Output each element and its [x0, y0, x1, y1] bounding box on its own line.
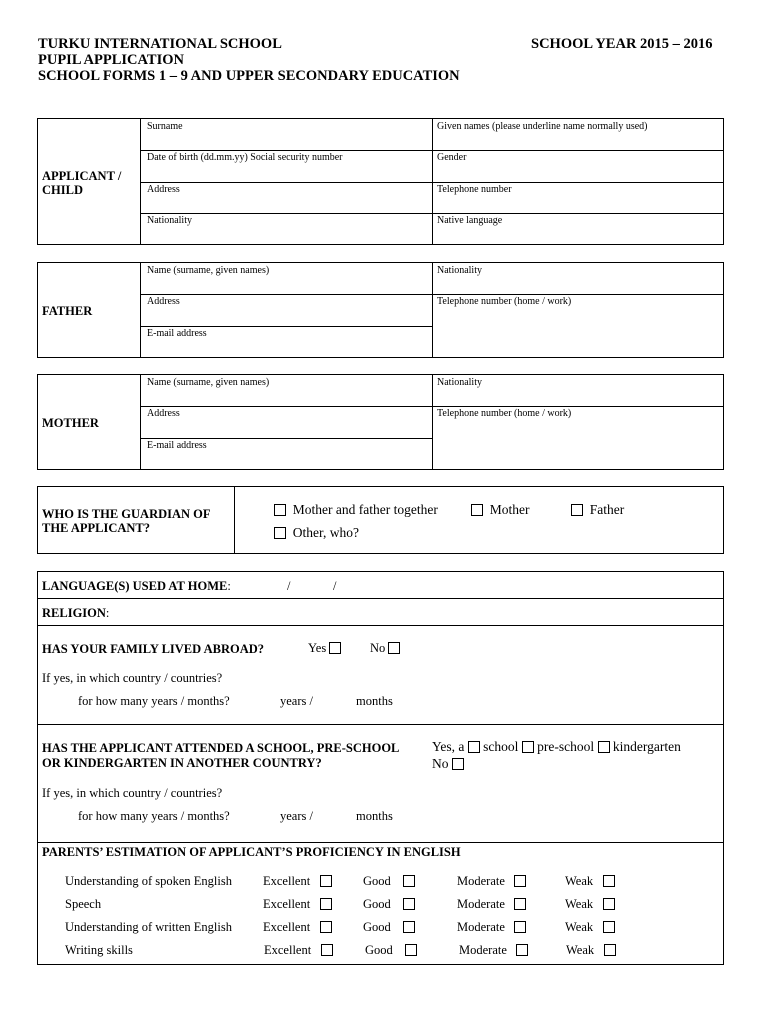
- level-weak-label: Weak: [565, 897, 594, 911]
- checkbox[interactable]: [403, 875, 415, 887]
- guardian-section: [37, 486, 724, 554]
- checkbox[interactable]: [320, 898, 332, 910]
- mother-field-name: Name (surname, given names): [147, 377, 270, 388]
- proficiency-option[interactable]: [566, 943, 616, 957]
- form-title: PUPIL APPLICATION: [38, 52, 184, 68]
- mother-field-nationality: Nationality: [437, 377, 482, 388]
- father-section: [37, 262, 724, 358]
- level-weak-label: Weak: [565, 874, 594, 888]
- checkbox[interactable]: [320, 875, 332, 887]
- level-good-label: Good: [363, 874, 391, 888]
- school-abroad-option-school: school: [483, 739, 519, 754]
- school-abroad-question: HAS THE APPLICANT ATTENDED A SCHOOL, PRE-SCHOOL OR KINDERGARTEN IN ANOTHER COUNTRY?: [42, 741, 400, 770]
- details-section: [37, 571, 724, 965]
- checkbox[interactable]: [603, 921, 615, 933]
- proficiency-option[interactable]: [263, 920, 332, 934]
- religion-row: [42, 606, 109, 620]
- checkbox[interactable]: [598, 741, 610, 753]
- checkbox[interactable]: [320, 921, 332, 933]
- proficiency-option[interactable]: [565, 897, 615, 911]
- languages-row: [42, 579, 231, 593]
- field-label-nationality: Nationality: [147, 215, 192, 226]
- school-abroad-option-preschool: pre-school: [537, 739, 595, 754]
- proficiency-title: PARENTS’ ESTIMATION OF APPLICANT’S PROFICIENCY IN ENGLISH: [42, 845, 461, 859]
- checkbox[interactable]: [604, 944, 616, 956]
- proficiency-option[interactable]: [459, 943, 528, 957]
- father-field-telephone: Telephone number (home / work): [437, 296, 572, 307]
- abroad-no-label: No: [370, 641, 386, 655]
- checkbox[interactable]: [321, 944, 333, 956]
- father-section-label: FATHER: [42, 304, 93, 318]
- proficiency-option[interactable]: [263, 874, 332, 888]
- proficiency-option[interactable]: [565, 874, 615, 888]
- abroad-yes-label: Yes: [308, 641, 327, 655]
- checkbox[interactable]: [403, 921, 415, 933]
- checkbox[interactable]: [329, 642, 341, 654]
- proficiency-option[interactable]: [363, 897, 415, 911]
- proficiency-option[interactable]: [363, 920, 415, 934]
- languages-separator-2: /: [333, 579, 337, 593]
- checkbox[interactable]: [405, 944, 417, 956]
- level-excellent-label: Excellent: [263, 920, 311, 934]
- checkbox[interactable]: [388, 642, 400, 654]
- level-moderate-label: Moderate: [459, 943, 507, 957]
- abroad-duration-question: for how many years / months?: [78, 694, 230, 708]
- checkbox[interactable]: [452, 758, 464, 770]
- level-moderate-label: Moderate: [457, 897, 505, 911]
- father-field-email: E-mail address: [147, 328, 207, 339]
- level-moderate-label: Moderate: [457, 920, 505, 934]
- abroad-question: HAS YOUR FAMILY LIVED ABROAD?: [42, 642, 265, 656]
- field-label-given-names: Given names (please underline name normally used): [437, 121, 648, 132]
- checkbox[interactable]: [514, 921, 526, 933]
- school-abroad-yes-options: [432, 740, 681, 754]
- school-abroad-duration-question: for how many years / months?: [78, 809, 230, 823]
- mother-field-telephone: Telephone number (home / work): [437, 408, 572, 419]
- school-abroad-months-label: months: [356, 809, 393, 823]
- proficiency-option[interactable]: [263, 897, 332, 911]
- checkbox[interactable]: [516, 944, 528, 956]
- checkbox[interactable]: [468, 741, 480, 753]
- level-excellent-label: Excellent: [263, 874, 311, 888]
- proficiency-option[interactable]: [457, 874, 526, 888]
- languages-separator-1: /: [287, 579, 291, 593]
- field-label-telephone: Telephone number: [437, 184, 512, 195]
- proficiency-option[interactable]: [457, 897, 526, 911]
- checkbox[interactable]: [274, 527, 286, 539]
- mother-section: [37, 374, 724, 470]
- level-good-label: Good: [363, 920, 391, 934]
- level-good-label: Good: [365, 943, 393, 957]
- mother-section-label: MOTHER: [42, 416, 99, 430]
- checkbox[interactable]: [403, 898, 415, 910]
- proficiency-row-label: Writing skills: [65, 943, 133, 957]
- applicant-section-label: APPLICANT / CHILD: [42, 169, 122, 197]
- checkbox[interactable]: [522, 741, 534, 753]
- level-weak-label: Weak: [565, 920, 594, 934]
- abroad-months-label: months: [356, 694, 393, 708]
- level-weak-label: Weak: [566, 943, 595, 957]
- mother-field-address: Address: [147, 408, 180, 419]
- guardian-option-mother[interactable]: [471, 503, 530, 517]
- proficiency-row-label: Understanding of spoken English: [65, 874, 232, 888]
- field-label-surname: Surname: [147, 121, 183, 132]
- checkbox[interactable]: [571, 504, 583, 516]
- proficiency-option[interactable]: [363, 874, 415, 888]
- guardian-option-mother-label: Mother: [489, 502, 530, 517]
- proficiency-option[interactable]: [264, 943, 333, 957]
- checkbox[interactable]: [514, 875, 526, 887]
- school-abroad-yes-label: Yes, a: [432, 739, 465, 754]
- school-abroad-no-option[interactable]: [432, 757, 464, 771]
- guardian-option-both-label: Mother and father together: [292, 502, 438, 517]
- mother-field-email: E-mail address: [147, 440, 207, 451]
- school-abroad-no-label: No: [432, 756, 449, 771]
- father-field-nationality: Nationality: [437, 265, 482, 276]
- checkbox[interactable]: [471, 504, 483, 516]
- religion-label: RELIGION: [42, 606, 106, 620]
- level-good-label: Good: [363, 897, 391, 911]
- proficiency-option[interactable]: [565, 920, 615, 934]
- level-moderate-label: Moderate: [457, 874, 505, 888]
- proficiency-row-label: Understanding of written English: [65, 920, 232, 934]
- languages-label: LANGUAGE(S) USED AT HOME: [42, 579, 228, 593]
- languages-colon: :: [227, 579, 231, 593]
- field-label-native-language: Native language: [437, 215, 503, 226]
- proficiency-row-label: Speech: [65, 897, 102, 911]
- school-abroad-option-kindergarten: kindergarten: [612, 739, 681, 754]
- father-field-name: Name (surname, given names): [147, 265, 270, 276]
- guardian-option-other[interactable]: [274, 526, 359, 540]
- checkbox[interactable]: [274, 504, 286, 516]
- form-subtitle: SCHOOL FORMS 1 – 9 AND UPPER SECONDARY EDUCATION: [38, 68, 460, 84]
- level-excellent-label: Excellent: [263, 897, 311, 911]
- guardian-option-father-label: Father: [589, 502, 625, 517]
- field-label-gender: Gender: [437, 152, 467, 163]
- guardian-option-other-label: Other, who?: [292, 525, 359, 540]
- abroad-no-option[interactable]: [370, 641, 400, 655]
- school-name: TURKU INTERNATIONAL SCHOOL: [38, 36, 282, 52]
- applicant-section: [37, 118, 724, 245]
- checkbox[interactable]: [603, 898, 615, 910]
- guardian-option-both[interactable]: [274, 503, 438, 517]
- religion-colon: :: [105, 606, 110, 620]
- guardian-option-father[interactable]: [571, 503, 624, 517]
- checkbox[interactable]: [514, 898, 526, 910]
- school-abroad-years-label: years /: [280, 809, 313, 823]
- abroad-years-label: years /: [280, 694, 313, 708]
- school-year: SCHOOL YEAR 2015 – 2016: [531, 36, 713, 52]
- proficiency-option[interactable]: [365, 943, 417, 957]
- school-abroad-country-question: If yes, in which country / countries?: [42, 786, 223, 800]
- field-label-address: Address: [147, 184, 180, 195]
- guardian-question: WHO IS THE GUARDIAN OF THE APPLICANT?: [42, 507, 211, 535]
- father-field-address: Address: [147, 296, 180, 307]
- abroad-country-question: If yes, in which country / countries?: [42, 671, 223, 685]
- field-label-date-of-birth: Date of birth (dd.mm.yy) Social security number: [147, 152, 343, 163]
- abroad-yes-option[interactable]: [308, 641, 341, 655]
- checkbox[interactable]: [603, 875, 615, 887]
- level-excellent-label: Excellent: [264, 943, 312, 957]
- proficiency-option[interactable]: [457, 920, 526, 934]
